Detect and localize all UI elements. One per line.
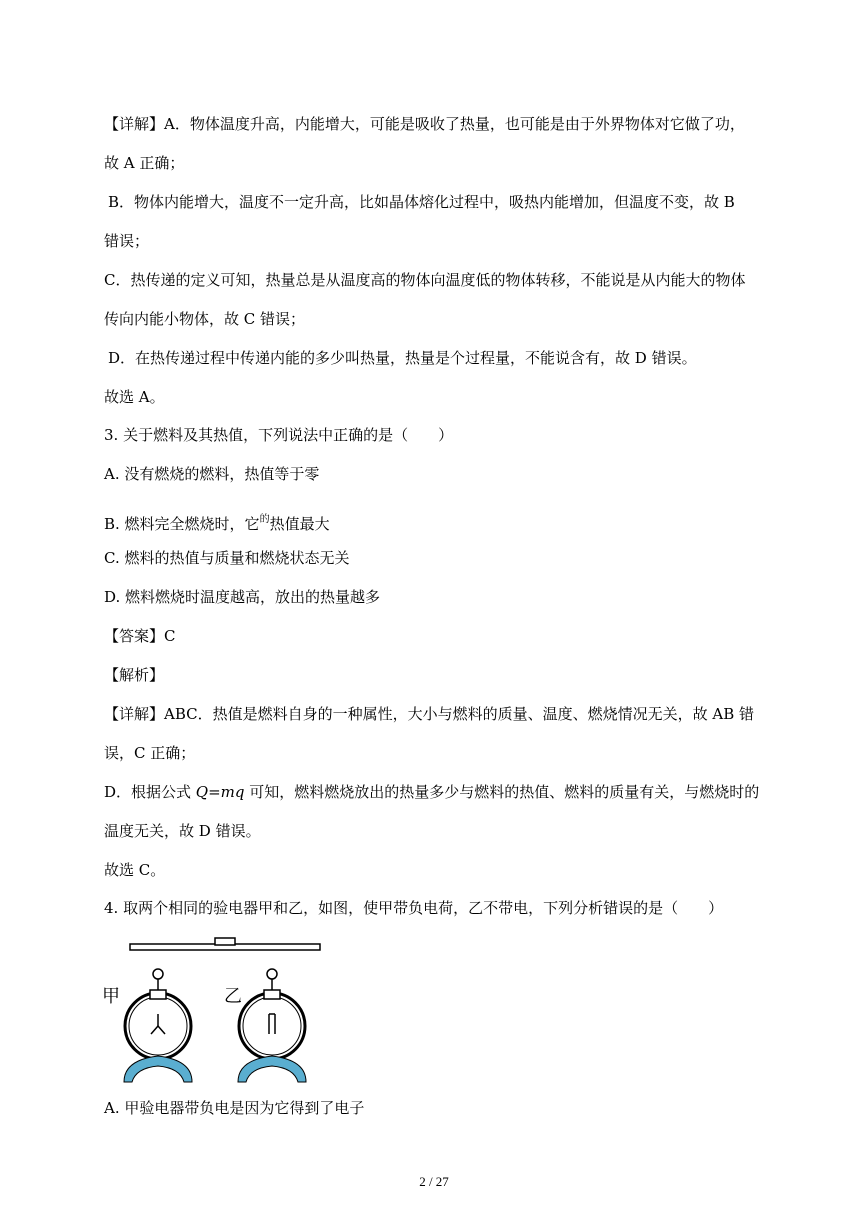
insulating-handle — [215, 938, 235, 945]
question-4-stem: 4. 取两个相同的验电器甲和乙，如图，使甲带负电荷，乙不带电，下列分析错误的是（ ） — [104, 899, 724, 917]
option-a: A. 甲验电器带负电是因为它得到了电子 — [104, 1099, 365, 1117]
option-b: B. 燃料完全燃烧时，它$^的$热值最大 — [104, 514, 330, 533]
text-line: 故 A 正确； — [104, 154, 185, 172]
text-line: 传向内能小物体，故 C 错误； — [104, 310, 306, 328]
text-line: 【详解】A．物体温度升高，内能增大，可能是吸收了热量，也可能是由于外界物体对它做了功， — [104, 115, 745, 133]
text-line: 故选 C。 — [104, 861, 166, 879]
text-line: C．热传递的定义可知，热量总是从温度高的物体向温度低的物体转移，不能说是从内能大的物体 — [104, 271, 746, 289]
text-line: 误，C 正确； — [104, 744, 196, 762]
option-a: A. 没有燃烧的燃料，热值等于零 — [104, 465, 320, 483]
electroscope-figure — [100, 934, 330, 1084]
label-yi: 乙 — [224, 986, 242, 1007]
text-line: 故选 A。 — [104, 388, 165, 406]
text-line: 错误； — [104, 232, 150, 250]
electroscope-yi — [238, 969, 306, 1082]
electroscope-jia — [124, 969, 192, 1082]
text-line: B．物体内能增大，温度不一定升高，比如晶体熔化过程中，吸热内能增加，但温度不变，故 B — [108, 193, 735, 211]
text-line: D．根据公式 Q=mq 可知，燃料燃烧放出的热量多少与燃料的热值、燃料的质量有关，与燃烧时的 — [104, 783, 760, 801]
text-line: 【详解】ABC．热值是燃料自身的一种属性，大小与燃料的质量、温度、燃烧情况无关，故 AB 错 — [104, 705, 755, 723]
question-3-stem: 3. 关于燃料及其热值，下列说法中正确的是（ ） — [104, 426, 454, 444]
answer-heading: 【答案】C — [104, 627, 176, 645]
analysis-heading: 【解析】 — [104, 666, 165, 684]
text-line: D．在热传递过程中传递内能的多少叫热量，热量是个过程量，不能说含有，故 D 错误。 — [108, 349, 697, 367]
label-jia: 甲 — [102, 986, 120, 1007]
option-d: D. 燃料燃烧时温度越高，放出的热量越多 — [104, 588, 381, 606]
text-line: 温度无关，故 D 错误。 — [104, 822, 261, 840]
option-c: C. 燃料的热值与质量和燃烧状态无关 — [104, 549, 350, 567]
page-number: 2 / 27 — [419, 1174, 449, 1189]
